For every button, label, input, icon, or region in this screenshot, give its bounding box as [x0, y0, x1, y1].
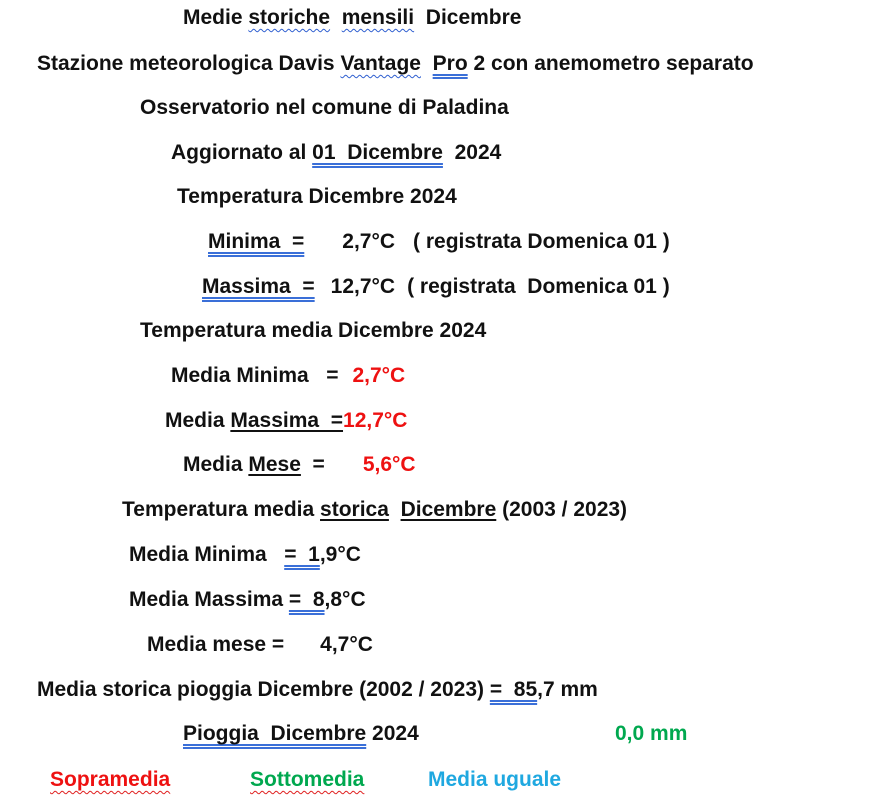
media-minima-label: Media Minima =: [171, 364, 339, 387]
media-mese-label-c: =: [300, 453, 325, 476]
storica-section-heading: [122, 496, 627, 524]
title-gap: [330, 6, 342, 29]
media-minima-row: [171, 362, 405, 390]
storica-massima-rest: ,8°C: [324, 588, 366, 611]
pioggia-2024-value: 0,0 mm: [615, 722, 688, 745]
title-month: Dicembre: [414, 6, 522, 29]
storica-part-a: Temperatura media: [122, 498, 321, 521]
storica-minima-label: Media Minima: [129, 543, 285, 566]
storica-mese-value: 4,7°C: [320, 633, 373, 656]
title-mensili: mensili: [341, 6, 415, 29]
page-title: [183, 4, 522, 32]
storica-part-d: Dicembre: [400, 498, 497, 521]
media-mese-label-a: Media: [183, 453, 249, 476]
media-section-heading: Temperatura media Dicembre 2024: [140, 319, 487, 342]
station-rest: 2 con anemometro separato: [467, 52, 754, 75]
massima-row: [202, 273, 670, 301]
updated-year: 2024: [442, 141, 502, 164]
storica-massima-eq: = 8: [288, 588, 325, 611]
pioggia-storica-row: [37, 676, 598, 704]
massima-note: ( registrata Domenica 01 ): [407, 275, 670, 298]
media-massima-label-a: Media: [165, 409, 231, 432]
storica-minima-row: [129, 541, 361, 569]
pioggia-storica-eq: = 85: [489, 678, 538, 701]
updated-label: Aggiornato al: [171, 141, 313, 164]
storica-part-b: storica: [320, 498, 389, 521]
massima-label: Massima =: [202, 275, 315, 298]
pioggia-2024-label: Pioggia Dicembre: [183, 722, 367, 745]
storica-range: (2003 / 2023): [496, 498, 628, 521]
station-text: Stazione meteorologica Davis: [37, 52, 341, 75]
media-massima-row: [165, 407, 407, 435]
title-part: Medie: [183, 6, 249, 29]
storica-minima-rest: ,9°C: [319, 543, 361, 566]
station-gap: [421, 52, 433, 75]
massima-value: 12,7°C: [330, 275, 396, 298]
pioggia-storica-rest: ,7 mm: [537, 678, 598, 701]
minima-row: [208, 228, 670, 256]
storica-massima-row: [129, 586, 366, 614]
minima-value: 2,7°C: [342, 230, 396, 253]
pioggia-storica-label: Media storica pioggia Dicembre (2002 / 2023): [37, 678, 490, 701]
media-mese-row: [183, 451, 416, 479]
storica-mese-row: [147, 631, 373, 659]
minima-note: ( registrata Domenica 01 ): [413, 230, 670, 253]
media-minima-value: 2,7°C: [352, 364, 406, 387]
title-storiche: storiche: [248, 6, 331, 29]
observatory-line: Osservatorio nel comune di Paladina: [140, 96, 509, 119]
pioggia-2024-row: [183, 720, 419, 748]
storica-massima-label: Media Massima: [129, 588, 289, 611]
updated-line: [171, 139, 501, 167]
media-mese-label-b: Mese: [248, 453, 301, 476]
storica-gap: [389, 498, 401, 521]
media-mese-value: 5,6°C: [362, 453, 416, 476]
updated-date: 01 Dicembre: [312, 141, 443, 164]
pioggia-2024-year: 2024: [366, 722, 419, 745]
legend-sopramedia: Sopramedia: [50, 768, 171, 791]
storica-minima-eq: = 1: [284, 543, 320, 566]
legend-media-uguale: Media uguale: [428, 768, 562, 791]
media-massima-label-b: Massima =: [230, 409, 344, 432]
temp-section-heading: Temperatura Dicembre 2024: [177, 185, 457, 208]
storica-mese-label: Media mese =: [147, 633, 285, 656]
station-line: [37, 50, 754, 78]
minima-label: Minima =: [208, 230, 305, 253]
legend-sottomedia: Sottomedia: [250, 768, 365, 791]
station-vantage: Vantage: [340, 52, 421, 75]
station-pro: Pro: [432, 52, 468, 75]
media-massima-value: 12,7°C: [343, 409, 408, 432]
